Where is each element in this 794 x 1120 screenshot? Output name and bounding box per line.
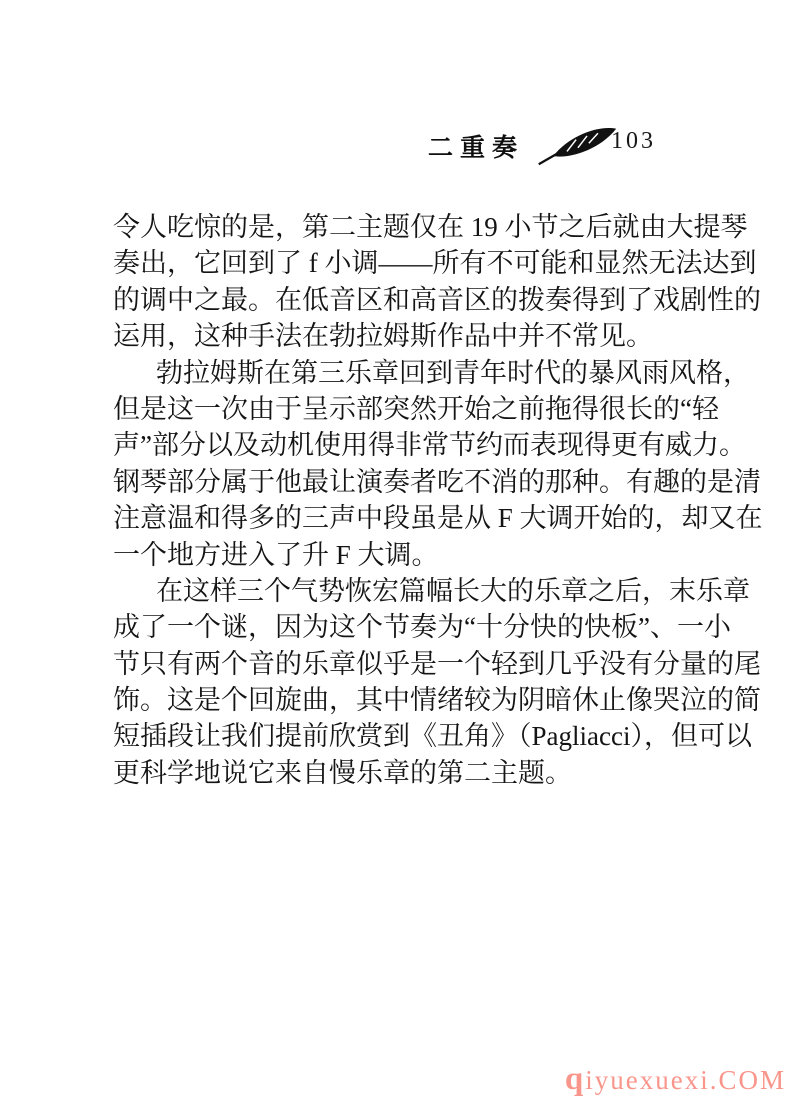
text-line: 饰。这是个回旋曲，其中情绪较为阴暗休止像哭泣的简 xyxy=(113,685,761,716)
text-line: 一个地方进入了升 F 大调。 xyxy=(113,539,439,570)
text-line: 钢琴部分属于他最让演奏者吃不消的那种。有趣的是清 xyxy=(113,466,761,497)
watermark-domain-text: iyuexuexi.COM xyxy=(585,1065,786,1095)
text-line: 成了一个谜，因为这个节奏为“十分快的快板”、一小 xyxy=(113,612,731,643)
feather-icon xyxy=(536,124,618,168)
page-number: 103 xyxy=(611,128,656,154)
text-line: 声”部分以及动机使用得非常节约而表现得更有威力。 xyxy=(113,430,746,461)
watermark-lead-letter: q xyxy=(564,1061,586,1097)
text-line: 在这样三个气势恢宏篇幅长大的乐章之后，末乐章 xyxy=(156,575,750,606)
text-line: 节只有两个音的乐章似乎是一个轻到几乎没有分量的尾 xyxy=(113,648,761,679)
text-line: 运用，这种手法在勃拉姆斯作品中并不常见。 xyxy=(113,321,653,352)
text-line: 更科学地说它来自慢乐章的第二主题。 xyxy=(113,757,572,788)
text-line: 勃拉姆斯在第三乐章回到青年时代的暴风雨风格， xyxy=(156,357,750,388)
body-text-block xyxy=(113,209,763,791)
text-line: 的调中之最。在低音区和高音区的拨奏得到了戏剧性的 xyxy=(113,284,761,315)
text-line: 奏出，它回到了 f 小调——所有不可能和显然无法达到 xyxy=(113,248,757,279)
site-watermark xyxy=(565,1061,786,1098)
running-head-title: 二重奏 xyxy=(428,134,525,162)
text-line: 短插段让我们提前欣赏到《丑角》（Pagliacci），但可以 xyxy=(113,721,752,752)
text-line: 但是这一次由于呈示部突然开始之前拖得很长的“轻 xyxy=(113,393,719,424)
text-line: 注意温和得多的三声中段虽是从 F 大调开始的，却又在 xyxy=(113,503,763,534)
page-header xyxy=(0,118,794,166)
text-line: 令人吃惊的是，第二主题仅在 19 小节之后就由大提琴 xyxy=(113,212,748,242)
